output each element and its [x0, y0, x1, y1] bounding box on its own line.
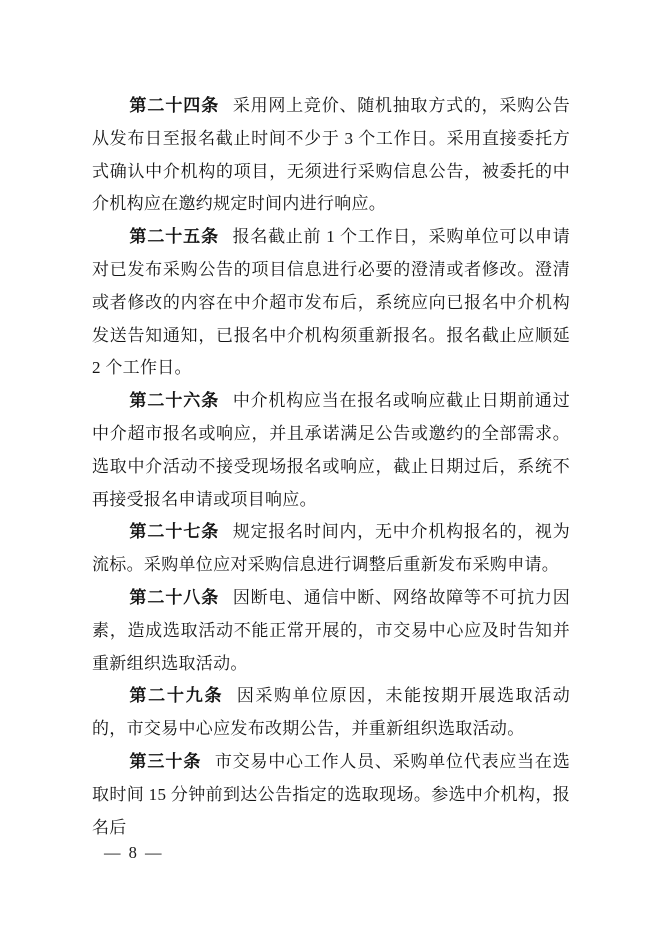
article-30-text: 市交易中心工作人员、采购单位代表应当在选取时间 15 分钟前到达公告指定的选取现场。参选中介机构，报名后	[92, 751, 571, 837]
article-30-number: 第三十条	[129, 751, 202, 771]
article-24	[92, 90, 570, 221]
article-29	[92, 680, 570, 746]
article-28-number: 第二十八条	[129, 587, 220, 607]
article-27	[92, 516, 570, 582]
article-27-number: 第二十七条	[129, 522, 220, 542]
article-24-number: 第二十四条	[129, 96, 220, 115]
article-30	[92, 746, 570, 844]
article-28-text: 因断电、通信中断、网络故障等不可抗力因素，造成选取活动不能正常开展的，市交易中心应及时告知并重新组织选取活动。	[92, 587, 571, 673]
article-26-number: 第二十六条	[129, 391, 220, 411]
article-25	[92, 221, 570, 385]
article-27-text: 规定报名时间内，无中介机构报名的，视为流标。采购单位应对采购信息进行调整后重新发布采购申请。	[92, 522, 571, 575]
article-25-number: 第二十五条	[129, 227, 220, 247]
article-25-text: 报名截止前 1 个工作日，采购单位可以申请对已发布采购公告的项目信息进行必要的澄清或者修改。澄清或者修改的内容在中介超市发布后，系统应向已报名中介机构发送告知通知，已报名中介机构须重新报名。报名截止应顺延 2 个工作日。	[92, 227, 571, 378]
article-29-number: 第二十九条	[129, 686, 224, 706]
article-24-text: 采用网上竞价、随机抽取方式的，采购公告从发布日至报名截止时间不少于 3 个工作日。采用直接委托方式确认中介机构的项目，无须进行采购信息公告，被委托的中介机构应在邀约规定时间内进行响应。	[92, 96, 571, 214]
document-body	[92, 90, 570, 844]
article-26-text: 中介机构应当在报名或响应截止日期前通过中介超市报名或响应，并且承诺满足公告或邀约的全部需求。选取中介活动不接受现场报名或响应，截止日期过后，系统不再接受报名申请或项目响应。	[92, 391, 571, 509]
article-26	[92, 385, 570, 516]
article-29-text: 因采购单位原因，未能按期开展选取活动的，市交易中心应发布改期公告，并重新组织选取活动。	[92, 686, 570, 739]
page-number: — 8 —	[104, 843, 164, 862]
article-28	[92, 582, 570, 680]
